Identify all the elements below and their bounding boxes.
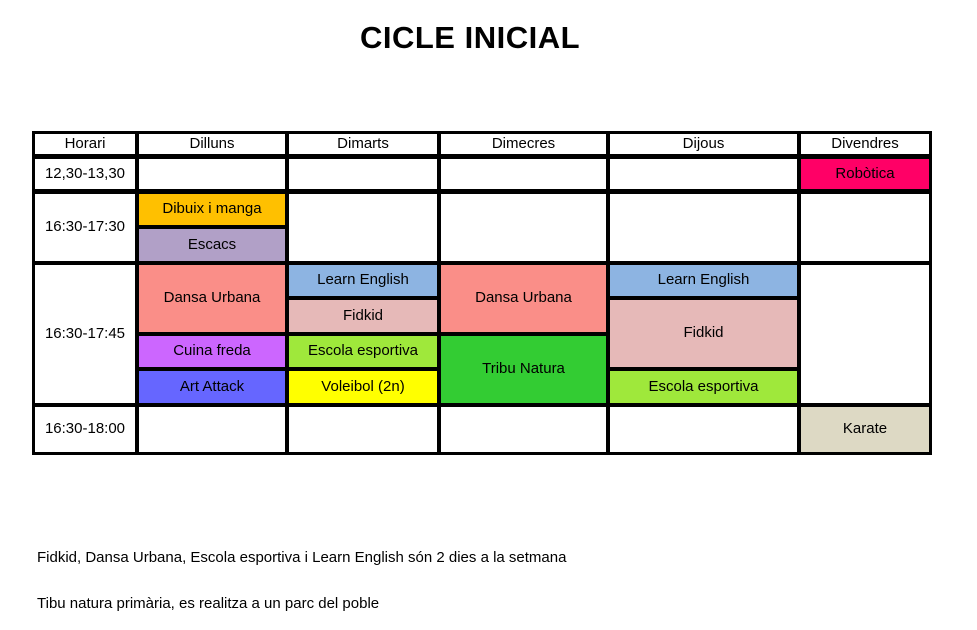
header-divendres: Divendres — [801, 134, 929, 154]
page-title: CICLE INICIAL — [359, 20, 581, 55]
activity-cuina-freda: Cuina freda — [139, 336, 285, 367]
empty-cell — [610, 159, 797, 189]
empty-cell — [801, 194, 929, 261]
header-horari: Horari — [35, 134, 135, 154]
time-slot-1: 12,30-13,30 — [35, 159, 135, 189]
empty-cell — [441, 194, 606, 261]
time-slot-4: 16:30-18:00 — [35, 407, 135, 452]
activity-escacs: Escacs — [139, 229, 285, 261]
empty-cell — [289, 407, 437, 452]
time-slot-2: 16:30-17:30 — [35, 194, 135, 261]
activity-escola-esportiva-dimarts: Escola esportiva — [289, 336, 437, 367]
activity-dibuix-manga: Dibuix i manga — [139, 194, 285, 225]
activity-escola-esportiva-dijous: Escola esportiva — [610, 371, 797, 403]
activity-robotica: Robòtica — [801, 159, 929, 189]
activity-art-attack: Art Attack — [139, 371, 285, 403]
activity-fidkid-dijous: Fidkid — [610, 300, 797, 367]
header-dilluns: Dilluns — [139, 134, 285, 154]
empty-cell — [441, 407, 606, 452]
empty-cell — [289, 194, 437, 261]
activity-fidkid-dimarts: Fidkid — [289, 300, 437, 332]
empty-cell — [610, 194, 797, 261]
activity-dansa-urbana-dimecres: Dansa Urbana — [441, 265, 606, 332]
header-dimarts: Dimarts — [289, 134, 437, 154]
empty-cell — [139, 159, 285, 189]
header-dimecres: Dimecres — [441, 134, 606, 154]
activity-learn-english-dimarts: Learn English — [289, 265, 437, 296]
empty-cell — [610, 407, 797, 452]
empty-cell — [801, 265, 929, 403]
activity-karate: Karate — [801, 407, 929, 452]
time-slot-3: 16:30-17:45 — [35, 265, 135, 403]
note-tribu-natura: Tibu natura primària, es realitza a un parc del poble — [37, 595, 380, 612]
activity-voleibol: Voleibol (2n) — [289, 371, 437, 403]
activity-tribu-natura: Tribu Natura — [441, 336, 606, 403]
empty-cell — [139, 407, 285, 452]
schedule-table — [32, 131, 932, 455]
empty-cell — [289, 159, 437, 189]
note-two-days: Fidkid, Dansa Urbana, Escola esportiva i Learn English són 2 dies a la setmana — [37, 549, 567, 566]
empty-cell — [441, 159, 606, 189]
activity-learn-english-dijous: Learn English — [610, 265, 797, 296]
header-dijous: Dijous — [610, 134, 797, 154]
activity-dansa-urbana-dilluns: Dansa Urbana — [139, 265, 285, 332]
